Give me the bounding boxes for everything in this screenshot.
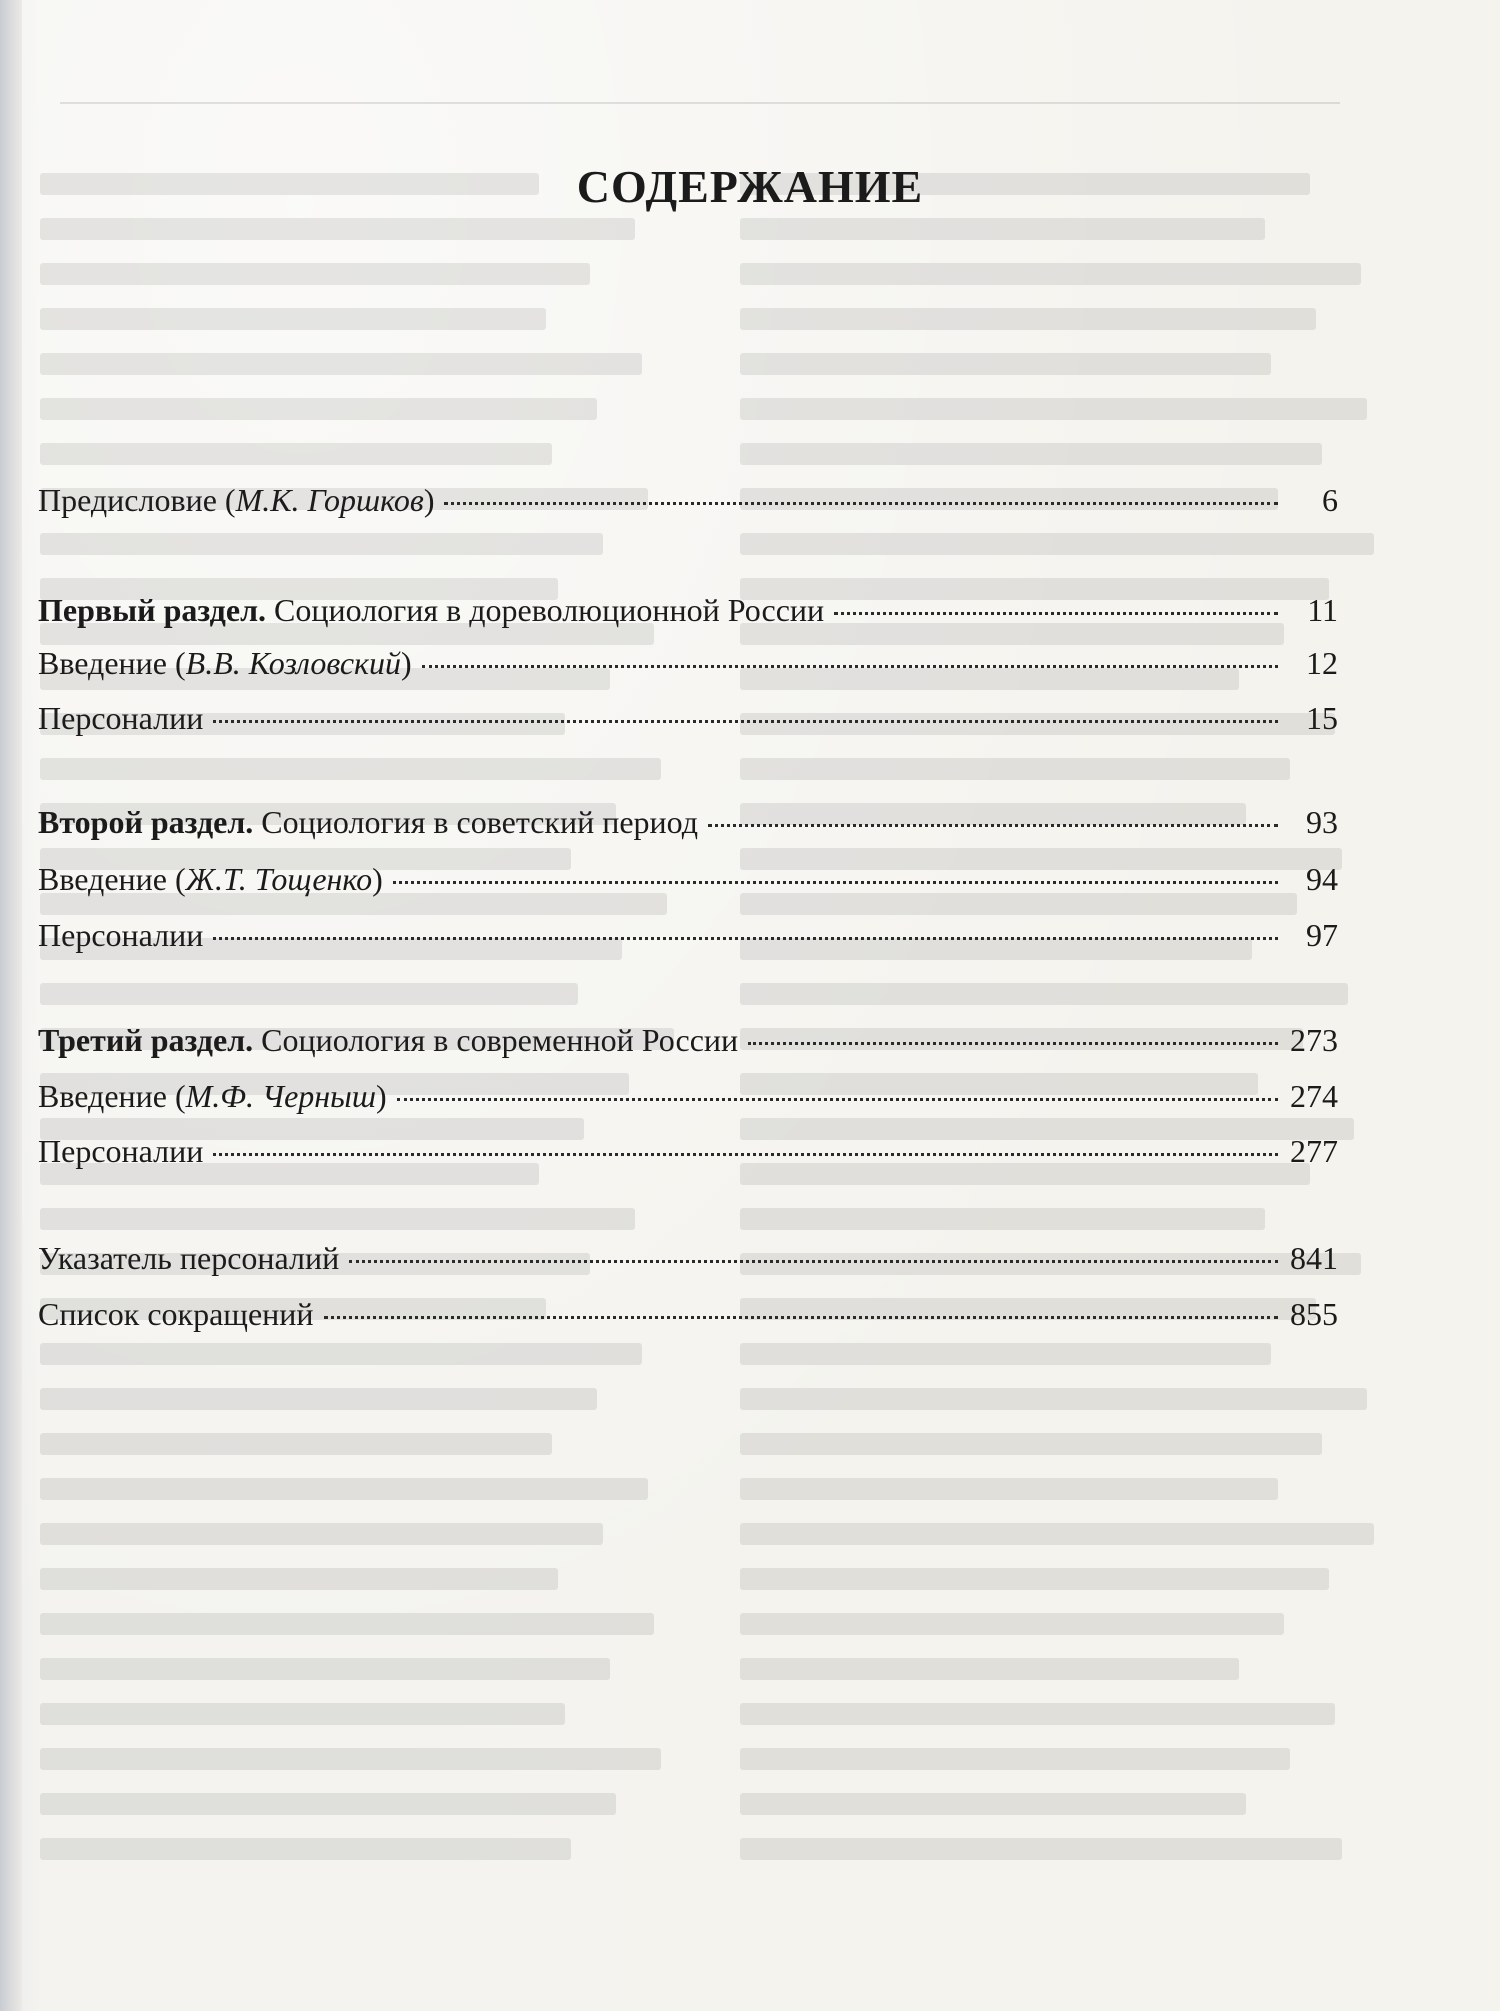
show-through-line [40, 1613, 654, 1635]
show-through-line [740, 1838, 1342, 1860]
show-through-line [40, 1523, 603, 1545]
show-through-line [40, 1343, 642, 1365]
toc-page-number: 273 [1290, 1022, 1338, 1058]
toc-entry-persons-3[interactable] [38, 1129, 1338, 1173]
show-through-line [740, 758, 1290, 780]
toc-entry-label: Первый раздел. Социология в дореволюционной России [38, 592, 825, 628]
show-through-line [40, 263, 590, 285]
show-through-line [740, 398, 1367, 420]
dot-leader [834, 611, 1278, 615]
toc-page-number: 6 [1322, 482, 1338, 518]
show-through-line [40, 1568, 558, 1590]
show-through-line [740, 1478, 1278, 1500]
toc-entry-label: Персоналии [38, 700, 204, 736]
toc-entry-label: Предисловие (М.К. Горшков) [38, 482, 435, 518]
toc-page-number: 97 [1306, 917, 1338, 953]
show-through-line [40, 443, 552, 465]
dot-leader [213, 719, 1278, 723]
show-through-line [40, 1658, 610, 1680]
show-through-line [740, 218, 1265, 240]
show-through-line [40, 1703, 565, 1725]
toc-entry-persons-1[interactable] [38, 696, 1338, 740]
show-through-line [740, 1523, 1374, 1545]
toc-entry-section-1[interactable] [38, 588, 1338, 632]
show-through-line [740, 263, 1361, 285]
show-through-line [40, 1838, 571, 1860]
show-through-line [40, 1748, 661, 1770]
toc-entry-index[interactable] [38, 1236, 1338, 1280]
show-through-line [740, 443, 1322, 465]
toc-entry-intro-3[interactable] [38, 1074, 1338, 1118]
show-through-line [740, 308, 1316, 330]
toc-entry-label: Персоналии [38, 1133, 204, 1169]
show-through-line [740, 1703, 1335, 1725]
toc-entry-persons-2[interactable] [38, 913, 1338, 957]
toc-page-number: 855 [1290, 1296, 1338, 1332]
toc-page-number: 94 [1306, 861, 1338, 897]
show-through-line [740, 1613, 1284, 1635]
show-through-line [40, 353, 642, 375]
dot-leader [422, 664, 1278, 668]
show-through-line [40, 533, 603, 555]
show-through-line [740, 1793, 1246, 1815]
toc-page-number: 11 [1307, 592, 1338, 628]
toc-entry-label: Введение (Ж.Т. Тощенко) [38, 861, 383, 897]
show-through-line [40, 1388, 597, 1410]
toc-entry-section-2[interactable] [38, 800, 1338, 844]
dot-leader [213, 1152, 1278, 1156]
toc-entry-abbreviations[interactable] [38, 1292, 1338, 1336]
dot-leader [444, 501, 1278, 505]
show-through-line [740, 353, 1271, 375]
show-through-line [740, 1208, 1265, 1230]
show-through-line [40, 218, 635, 240]
toc-entry-label: Второй раздел. Социология в советский период [38, 804, 699, 840]
show-through-line [40, 1793, 616, 1815]
show-through-line [40, 398, 597, 420]
toc-entry-label: Введение (В.В. Козловский) [38, 645, 412, 681]
show-through-line [40, 983, 578, 1005]
show-through-line [40, 1478, 648, 1500]
toc-entry-preface[interactable] [38, 478, 1338, 522]
show-through-line [740, 533, 1374, 555]
show-through-line [740, 983, 1348, 1005]
toc-page-number: 841 [1290, 1240, 1338, 1276]
dot-leader [324, 1315, 1278, 1319]
show-through-line [740, 1343, 1271, 1365]
page-title: СОДЕРЖАНИЕ [576, 161, 924, 212]
toc-entry-intro-2[interactable] [38, 857, 1338, 901]
dot-leader [349, 1259, 1278, 1263]
dot-leader [213, 936, 1278, 940]
toc-entry-label: Третий раздел. Социология в современной России [38, 1022, 739, 1058]
show-through-line [740, 1433, 1322, 1455]
dot-leader [397, 1097, 1278, 1101]
dot-leader [748, 1041, 1278, 1045]
toc-page-number: 277 [1290, 1133, 1338, 1169]
toc-page-number: 93 [1306, 804, 1338, 840]
toc-page-number: 15 [1306, 700, 1338, 736]
page-spine-shadow [0, 0, 22, 2011]
toc-entry-section-3[interactable] [38, 1018, 1338, 1062]
show-through-line [740, 1388, 1367, 1410]
header-rule [60, 102, 1340, 104]
toc-entry-label: Список сокращений [38, 1296, 314, 1332]
toc-entry-intro-1[interactable] [38, 641, 1338, 685]
toc-page-number: 274 [1290, 1078, 1338, 1114]
show-through-line [40, 308, 546, 330]
toc-entry-label: Введение (М.Ф. Черныш) [38, 1078, 387, 1114]
show-through-line [740, 1568, 1329, 1590]
show-through-line [40, 758, 661, 780]
dot-leader [393, 880, 1278, 884]
dot-leader [708, 823, 1278, 827]
toc-entry-label: Персоналии [38, 917, 204, 953]
show-through-line [40, 1208, 635, 1230]
toc-entry-label: Указатель персоналий [38, 1240, 340, 1276]
show-through-line [40, 1433, 552, 1455]
toc-page-number: 12 [1306, 645, 1338, 681]
show-through-line [740, 1658, 1239, 1680]
show-through-line [740, 1748, 1290, 1770]
